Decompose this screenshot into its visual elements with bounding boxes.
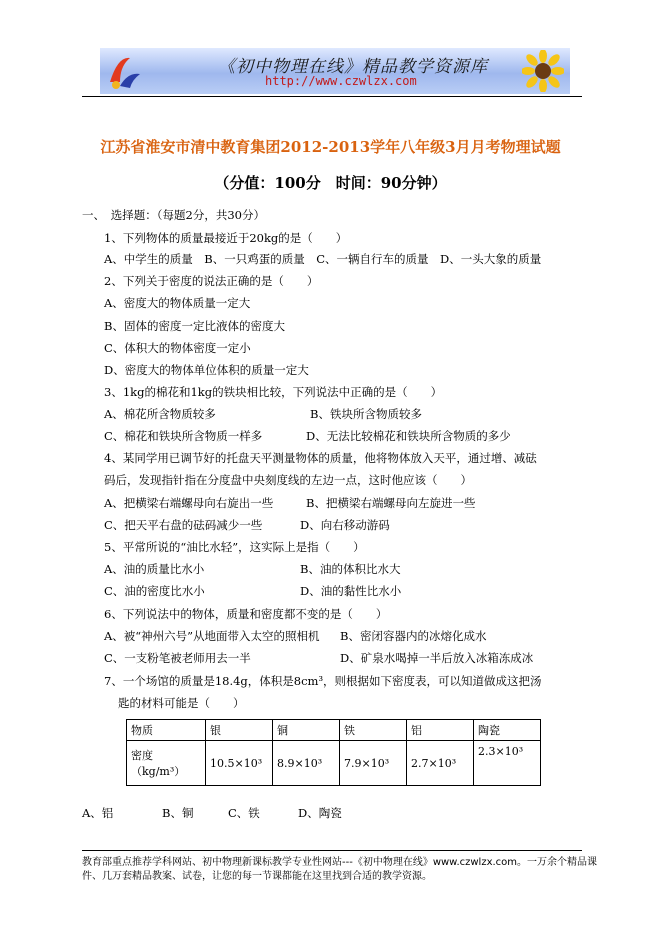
q1-options: A、中学生的质量 B、一只鸡蛋的质量 C、一辆自行车的质量 D、一头大象的质量: [104, 252, 542, 266]
q2-option-a: A、密度大的物体质量一定大: [104, 296, 251, 310]
table-header-cell: 铜: [273, 720, 340, 741]
q4-stem-line2: 码后，发现指针指在分度盘中央刻度线的左边一点，这时他应该（ ）: [104, 473, 472, 487]
table-header-cell: 铝: [407, 720, 474, 741]
footer-rule: [82, 850, 582, 851]
table-cell: 8.9×10³: [273, 741, 340, 786]
table-row: [127, 741, 541, 786]
q3-option-d: D、无法比较棉花和铁块所含物质的多少: [306, 429, 511, 443]
table-cell: 10.5×10³: [206, 741, 273, 786]
q4-option-b: B、把横梁右端螺母向左旋进一些: [306, 496, 476, 510]
score-time-line: （分值：100分 时间：90分钟）: [214, 174, 447, 192]
section-heading: 一、 选择题：（每题2分，共30分）: [82, 208, 265, 222]
q6-option-c: C、一支粉笔被老师用去一半: [104, 651, 251, 665]
table-header-cell: 陶瓷: [474, 720, 541, 741]
q7-stem-line1: 7、一个场馆的质量是18.4g，体积是8cm³，则根据如下密度表，可以知道做成这把汤: [104, 674, 542, 688]
q3-option-c: C、棉花和铁块所含物质一样多: [104, 429, 263, 443]
q6-stem: 6、下列说法中的物体，质量和密度都不变的是（ ）: [104, 607, 388, 621]
table-cell: 2.7×10³: [407, 741, 474, 786]
table-header-cell: 物质: [127, 720, 206, 741]
q2-stem: 2、下列关于密度的说法正确的是（ ）: [104, 274, 319, 288]
table-cell: 密度（kg/m³）: [127, 741, 206, 786]
q1-stem: 1、下列物体的质量最接近于20kg的是（ ）: [104, 231, 348, 245]
document-title: 江苏省淮安市清中教育集团2012-2013学年八年级3月月考物理试题: [100, 138, 561, 156]
q3-option-b: B、铁块所含物质较多: [310, 407, 422, 421]
q5-stem: 5、平常所说的“油比水轻”，这实际上是指（ ）: [104, 540, 365, 554]
q7-option-d: D、陶瓷: [298, 806, 342, 820]
table-header-cell: 银: [206, 720, 273, 741]
q5-option-a: A、油的质量比水小: [104, 562, 205, 576]
banner-url[interactable]: http://www.czwlzx.com: [265, 74, 417, 88]
table-cell: 2.3×10³: [474, 741, 541, 786]
sunflower-icon: [522, 50, 564, 92]
q2-option-b: B、固体的密度一定比液体的密度大: [104, 319, 285, 333]
header-rule: [82, 96, 582, 97]
density-table: [126, 719, 541, 786]
q6-option-b: B、密闭容器内的冰熔化成水: [340, 629, 487, 643]
site-logo-icon: [106, 52, 144, 90]
header-banner: [100, 48, 570, 94]
q7-option-c: C、铁: [228, 806, 260, 820]
banner-title: 《初中物理在线》精品教学资源库: [218, 57, 488, 77]
q2-option-d: D、密度大的物体单位体积的质量一定大: [104, 363, 309, 377]
q5-option-d: D、油的黏性比水小: [300, 584, 402, 598]
q3-stem: 3、1kg的棉花和1kg的铁块相比较，下列说法中正确的是（ ）: [104, 385, 443, 399]
footer-line-2: 件、几万套精品教案、试卷，让您的每一节课都能在这里找到合适的教学资源。: [82, 871, 432, 882]
table-header-row: [127, 720, 541, 741]
q7-option-a: A、铝: [82, 806, 114, 820]
footer-line-1: 教育部重点推荐学科网站、初中物理新课标教学专业性网站---《初中物理在线》www.czwlzx.com。一万余个精品课: [82, 857, 598, 868]
q4-option-c: C、把天平右盘的砝码减少一些: [104, 518, 263, 532]
table-cell: 7.9×10³: [340, 741, 407, 786]
q4-option-d: D、向右移动游码: [300, 518, 390, 532]
q7-stem-line2: 匙的材料可能是（ ）: [118, 696, 245, 710]
q6-option-a: A、被“神州六号”从地面带入太空的照相机: [104, 629, 320, 643]
q7-option-b: B、铜: [162, 806, 194, 820]
q5-option-c: C、油的密度比水小: [104, 584, 205, 598]
q4-stem-line1: 4、某同学用已调节好的托盘天平测量物体的质量，他将物体放入天平，通过增、减砝: [104, 451, 537, 465]
q4-option-a: A、把横梁右端螺母向右旋出一些: [104, 496, 274, 510]
q5-option-b: B、油的体积比水大: [300, 562, 401, 576]
table-header-cell: 铁: [340, 720, 407, 741]
q2-option-c: C、体积大的物体密度一定小: [104, 341, 251, 355]
q3-option-a: A、棉花所含物质较多: [104, 407, 216, 421]
q6-option-d: D、矿泉水喝掉一半后放入冰箱冻成冰: [340, 651, 534, 665]
